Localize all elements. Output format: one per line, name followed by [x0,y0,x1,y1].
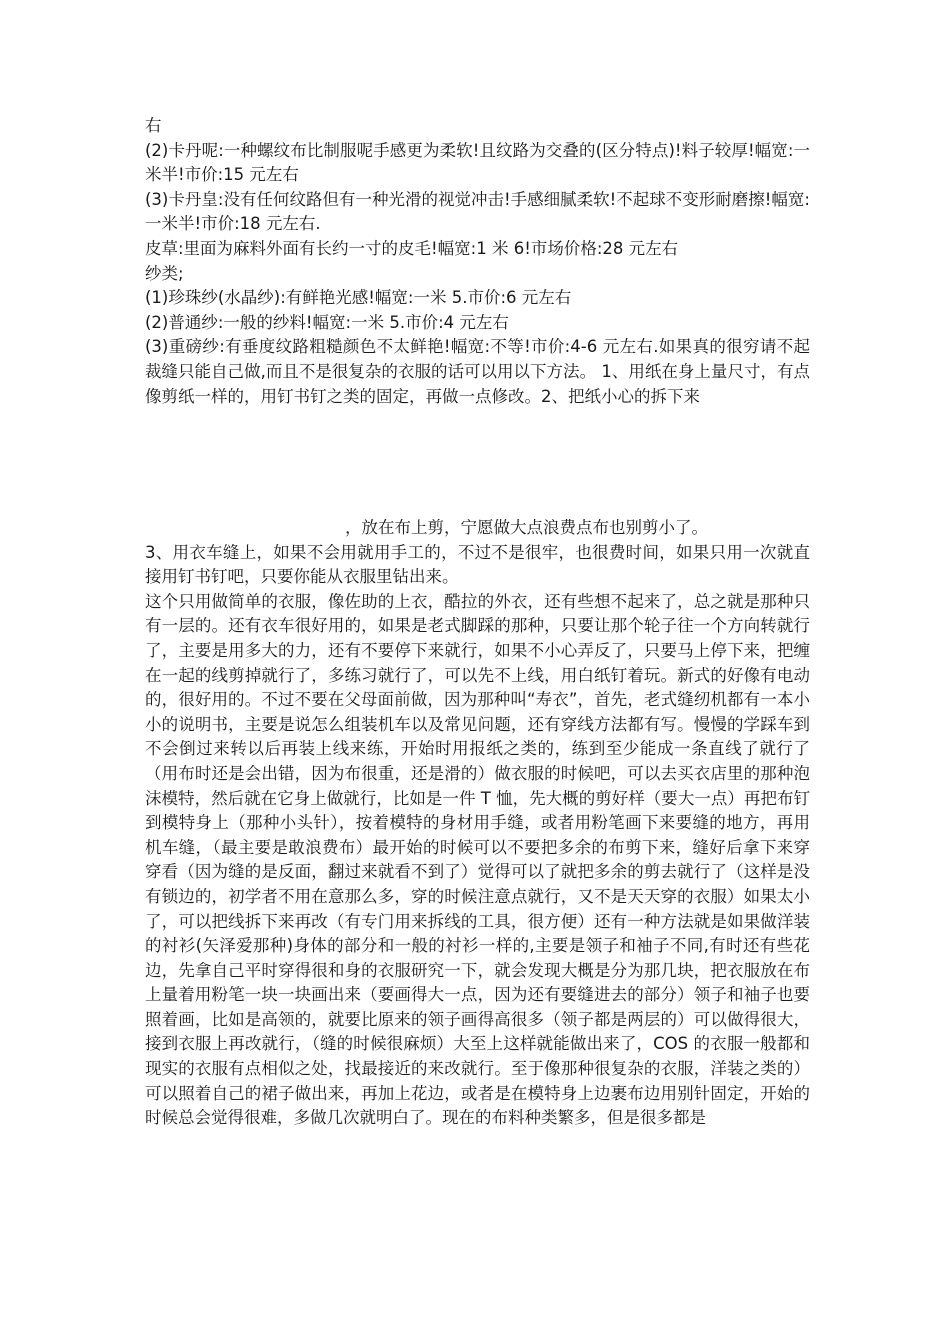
paragraph: ，放在布上剪，宁愿做大点浪费点布也别剪小了。 [345,518,708,537]
paragraph: (1)珍珠纱(水晶纱):有鲜艳光感!幅宽:一米 5.市价:6 元左右 [145,288,572,308]
paragraph: 3、用衣车缝上，如果不会用就用手工的，不过不是很牢，也很费时间，如果只用一次就直接用钉书钉吧，只要你能从衣服里钻出来。 [145,542,810,587]
paragraph: (2)普通纱:一般的纱料!幅宽:一米 5.市价:4 元左右 [145,312,509,332]
paragraph: (2)卡丹呢:一种螺纹布比制服呢手感更为柔软!且纹路为交叠的(区分特点)!料子较厚!幅宽:一米半!市价:15 元左右 [145,140,810,185]
paragraph: (3)卡丹皇:没有任何纹路但有一种光滑的视觉冲击!手感细腻柔软!不起球不变形耐磨擦!幅宽:一米半!市价:18 元左右. [145,189,810,234]
paragraph: 纱类; [145,263,184,283]
text-block-bottom [145,516,810,1131]
paragraph: 右 [145,116,162,135]
paragraph: (3)重磅纱:有垂度纹路粗糙颜色不太鲜艳!幅宽:不等!市价:4-6 元左右.如果真的很穷请不起裁缝只能自己做,而且不是很复杂的衣服的话可以用以下方法。 1、用纸在身上量尺寸，有点像剪纸一样的，用钉书钉之类的固定，再做一点修改。2、把纸小心的拆下来 [145,337,810,406]
paragraph: 这个只用做简单的衣服，像佐助的上衣，酷拉的外衣，还有些想不起来了，总之就是那种只有一层的。还有衣车很好用的，如果是老式脚踩的那种，只要让那个轮子往一个方向转就行了，主要是用多大的力，还有不要停下来就行，如果不小心弄反了，只要马上停下来，把缠在一起的线剪掉就行了，多练习就行了，可以先不上线，用白纸钉着玩。新式的好像有电动的，很好用的。不过不要在父母面前做，因为那种叫“寿衣”，首先，老式缝纫机都有一本小小的说明书，主要是说怎么组装机车以及常见问题，还有穿线方法都有写。慢慢的学踩车到不会倒过来转以后再装上线来练，开始时用报纸之类的，练到至少能成一条直线了就行了（用布时还是会出错，因为布很重，还是滑的）做衣服的时候吧，可以去买衣店里的那种泡沫模特，然后就在它身上做就行，比如是一件 T 恤，先大概的剪好样（要大一点）再把布钉到模特身上（那种小头针），按着模特的身材用手缝，或者用粉笔画下来要缝的地方，再用机车缝，（最主要是敢浪费布）最开始的时候可以不要把多余的布剪下来，缝好后拿下来穿穿看（因为缝的是反面，翻过来就看不到了）觉得可以了就把多余的剪去就行了（这样是没有锁边的，初学者不用在意那么多，穿的时候注意点就行，又不是天天穿的衣服）如果太小了，可以把线拆下来再改（有专门用来拆线的工具，很方便）还有一种方法就是如果做洋装的衬衫(矢泽爱那种)身体的部分和一般的衬衫一样的,主要是领子和袖子不同,有时还有些花边，先拿自己平时穿得很和身的衣服研究一下，就会发现大概是分为那几块，把衣服放在布上量着用粉笔一块一块画出来（要画得大一点，因为还有要缝进去的部分）领子和袖子也要照着画，比如是高领的，就要比原来的领子画得高很多（领子都是两层的）可以做得很大，接到衣服上再改就行，（缝的时候很麻烦）大至上这样就能做出来了，COS 的衣服一般都和现实的衣服有点相似之处，找最接近的来改就行。至于像那种很复杂的衣服，洋装之类的）可以照着自己的裙子做出来，再加上花边，或者是在模特身上边裹布边用别针固定，开始的时候总会觉得很难，多做几次就明白了。现在的布料种类繁多，但是很多都是 [145,591,810,1128]
text-block-top [145,114,810,409]
paragraph: 皮草:里面为麻料外面有长约一寸的皮毛!幅宽:1 米 6!市场价格:28 元左右 [145,238,679,258]
